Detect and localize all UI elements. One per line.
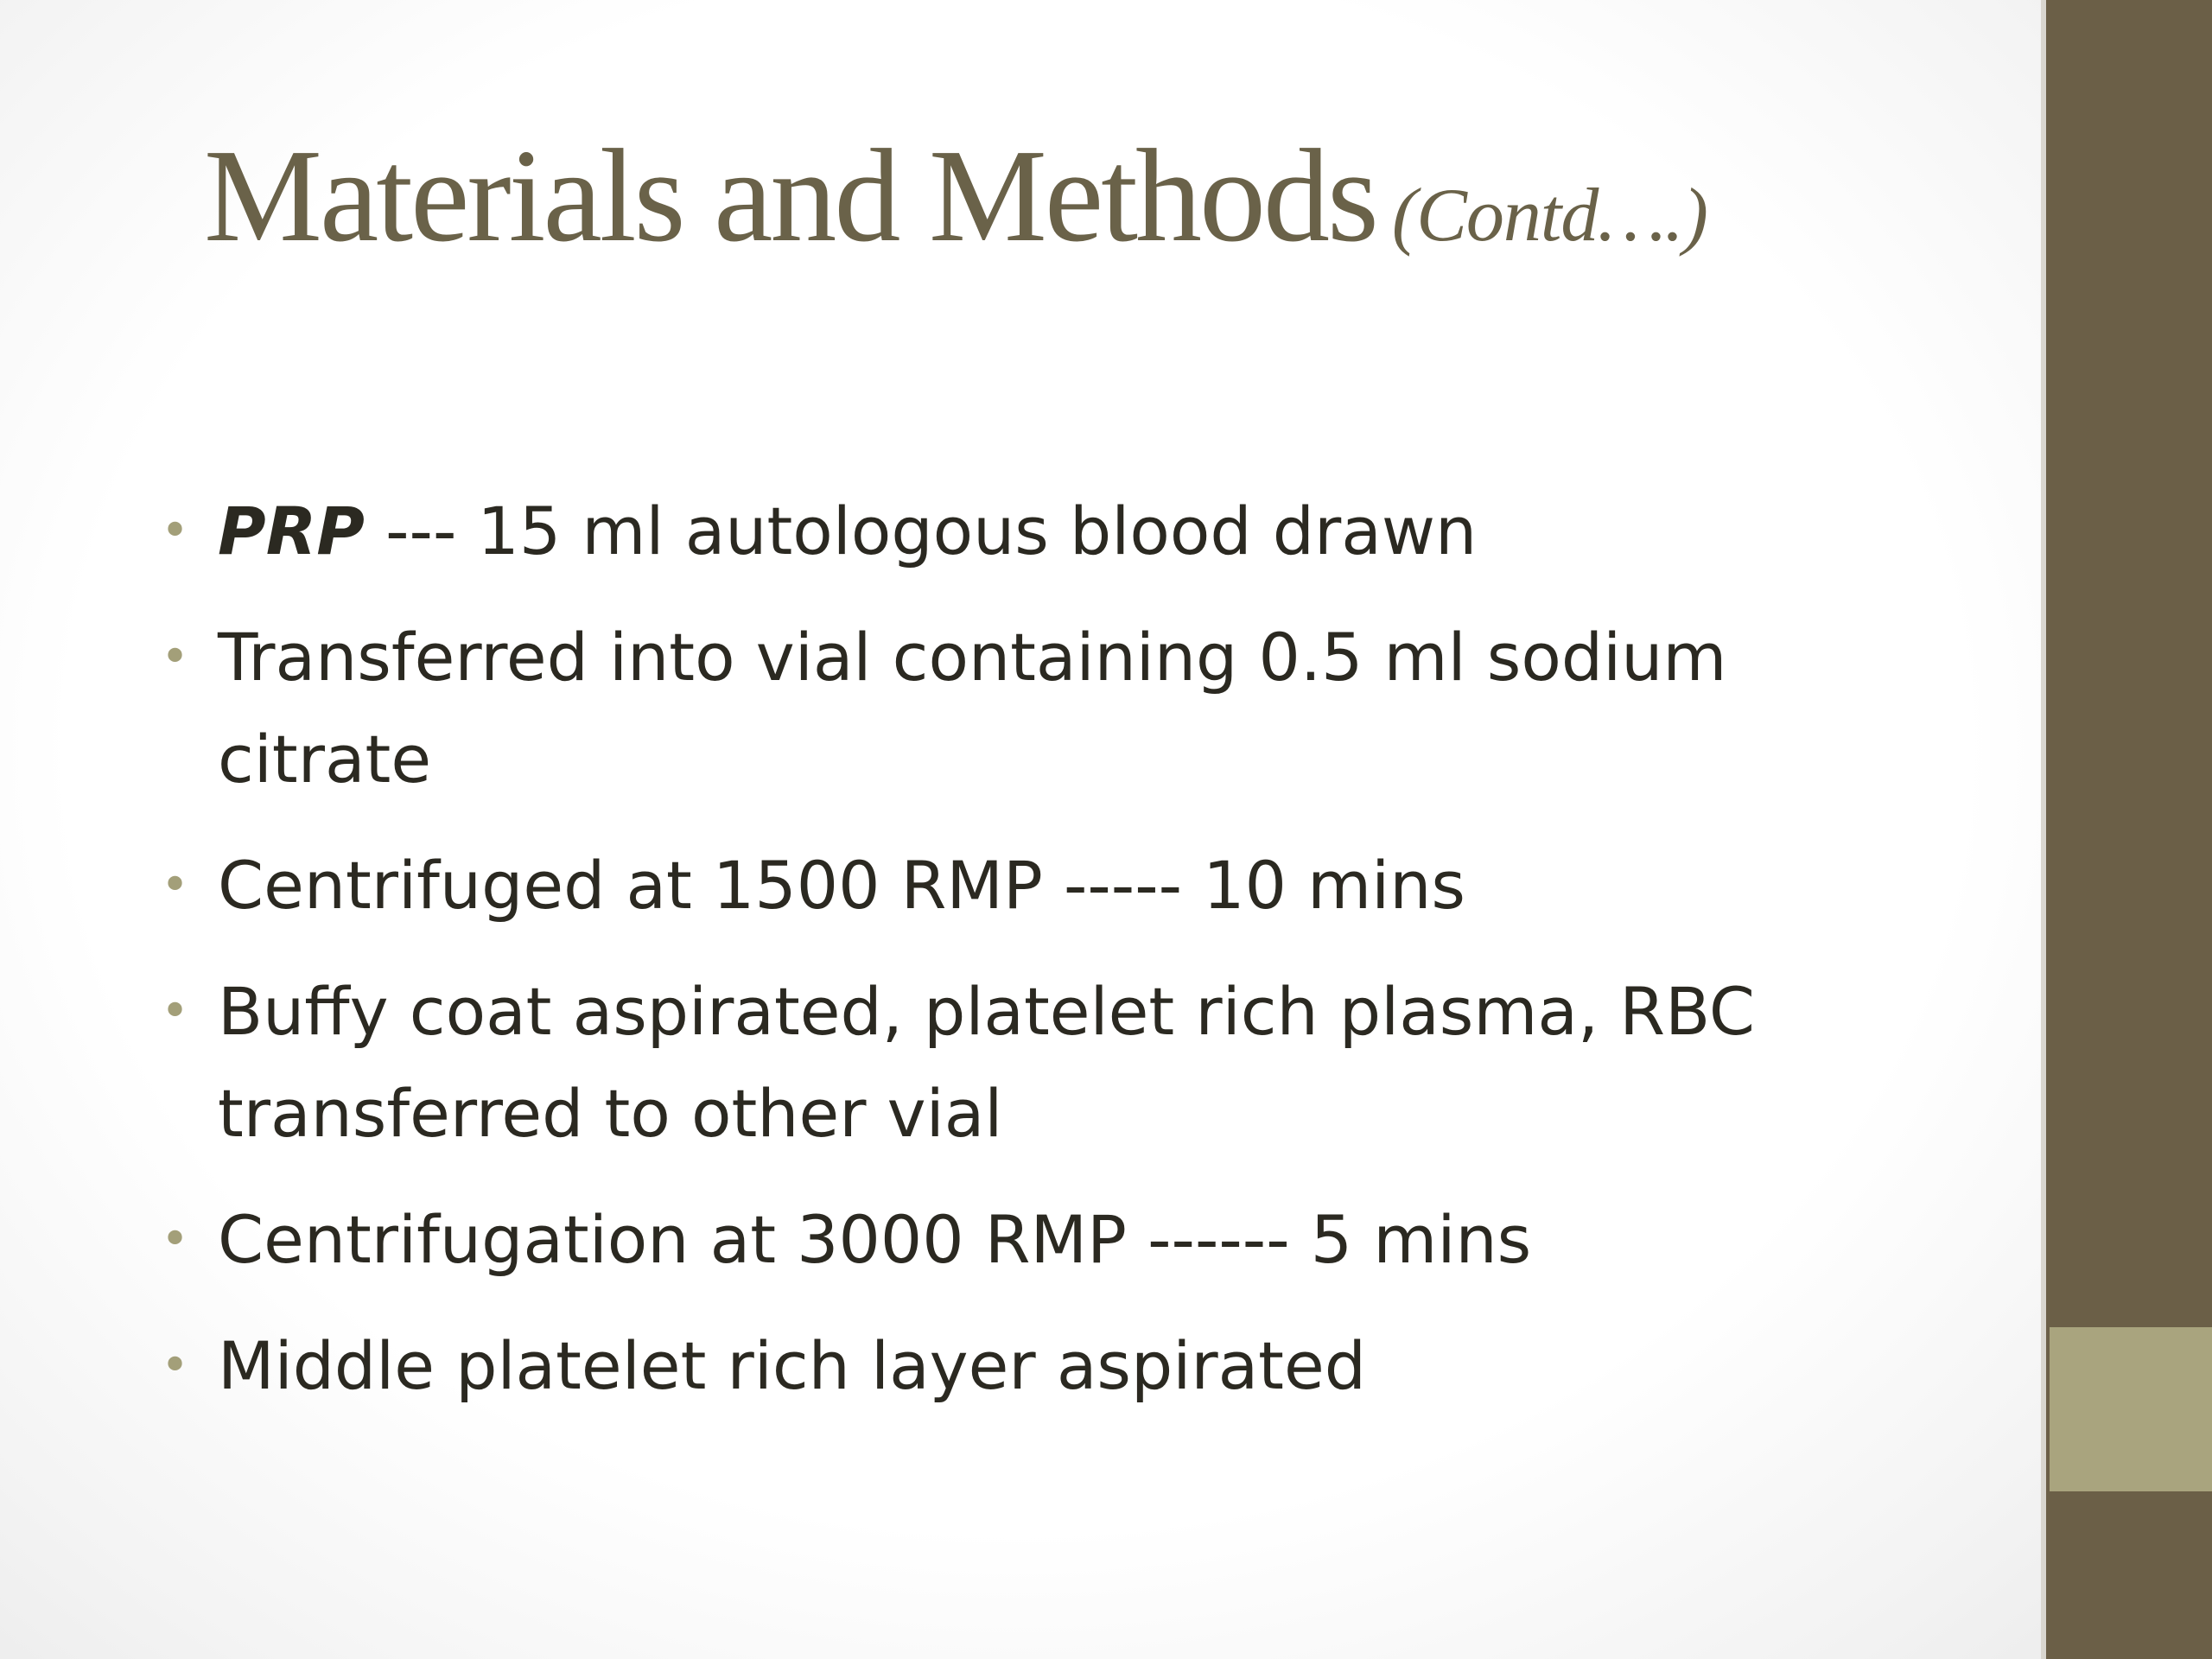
bullet-text: Centrifugation at 3000 RMP ------ 5 mins bbox=[218, 1201, 1532, 1278]
bullet-item bbox=[161, 1315, 1889, 1417]
bullet-emphasis: PRP bbox=[218, 493, 365, 569]
bullet-item bbox=[161, 961, 1889, 1165]
bullet-item bbox=[161, 607, 1889, 810]
bullet-item bbox=[161, 835, 1889, 937]
bullet-marker-icon: • bbox=[161, 629, 190, 685]
bullet-item bbox=[161, 480, 1889, 582]
bullet-marker-icon: • bbox=[161, 1338, 190, 1394]
bullet-text: Centrifuged at 1500 RMP ----- 10 mins bbox=[218, 847, 1465, 924]
bullet-marker-icon: • bbox=[161, 503, 190, 559]
bullet-text: Buffy coat aspirated, platelet rich plasma, RBC transferred to other vial bbox=[218, 973, 1755, 1152]
slide-title bbox=[204, 123, 1707, 270]
bullet-list bbox=[161, 480, 1889, 1441]
bullet-marker-icon: • bbox=[161, 857, 190, 913]
bullet-marker-icon: • bbox=[161, 1211, 190, 1268]
bullet-text: Transferred into vial containing 0.5 ml sodium citrate bbox=[218, 619, 1727, 798]
bullet-marker-icon: • bbox=[161, 983, 190, 1039]
bullet-item bbox=[161, 1189, 1889, 1291]
title-suffix: (Contd….) bbox=[1391, 174, 1707, 257]
side-accent-block bbox=[2050, 1327, 2212, 1491]
bullet-text: Middle platelet rich layer aspirated bbox=[218, 1327, 1366, 1404]
title-main: Materials and Methods bbox=[204, 123, 1376, 270]
bullet-text: --- 15 ml autologous blood drawn bbox=[364, 493, 1478, 569]
